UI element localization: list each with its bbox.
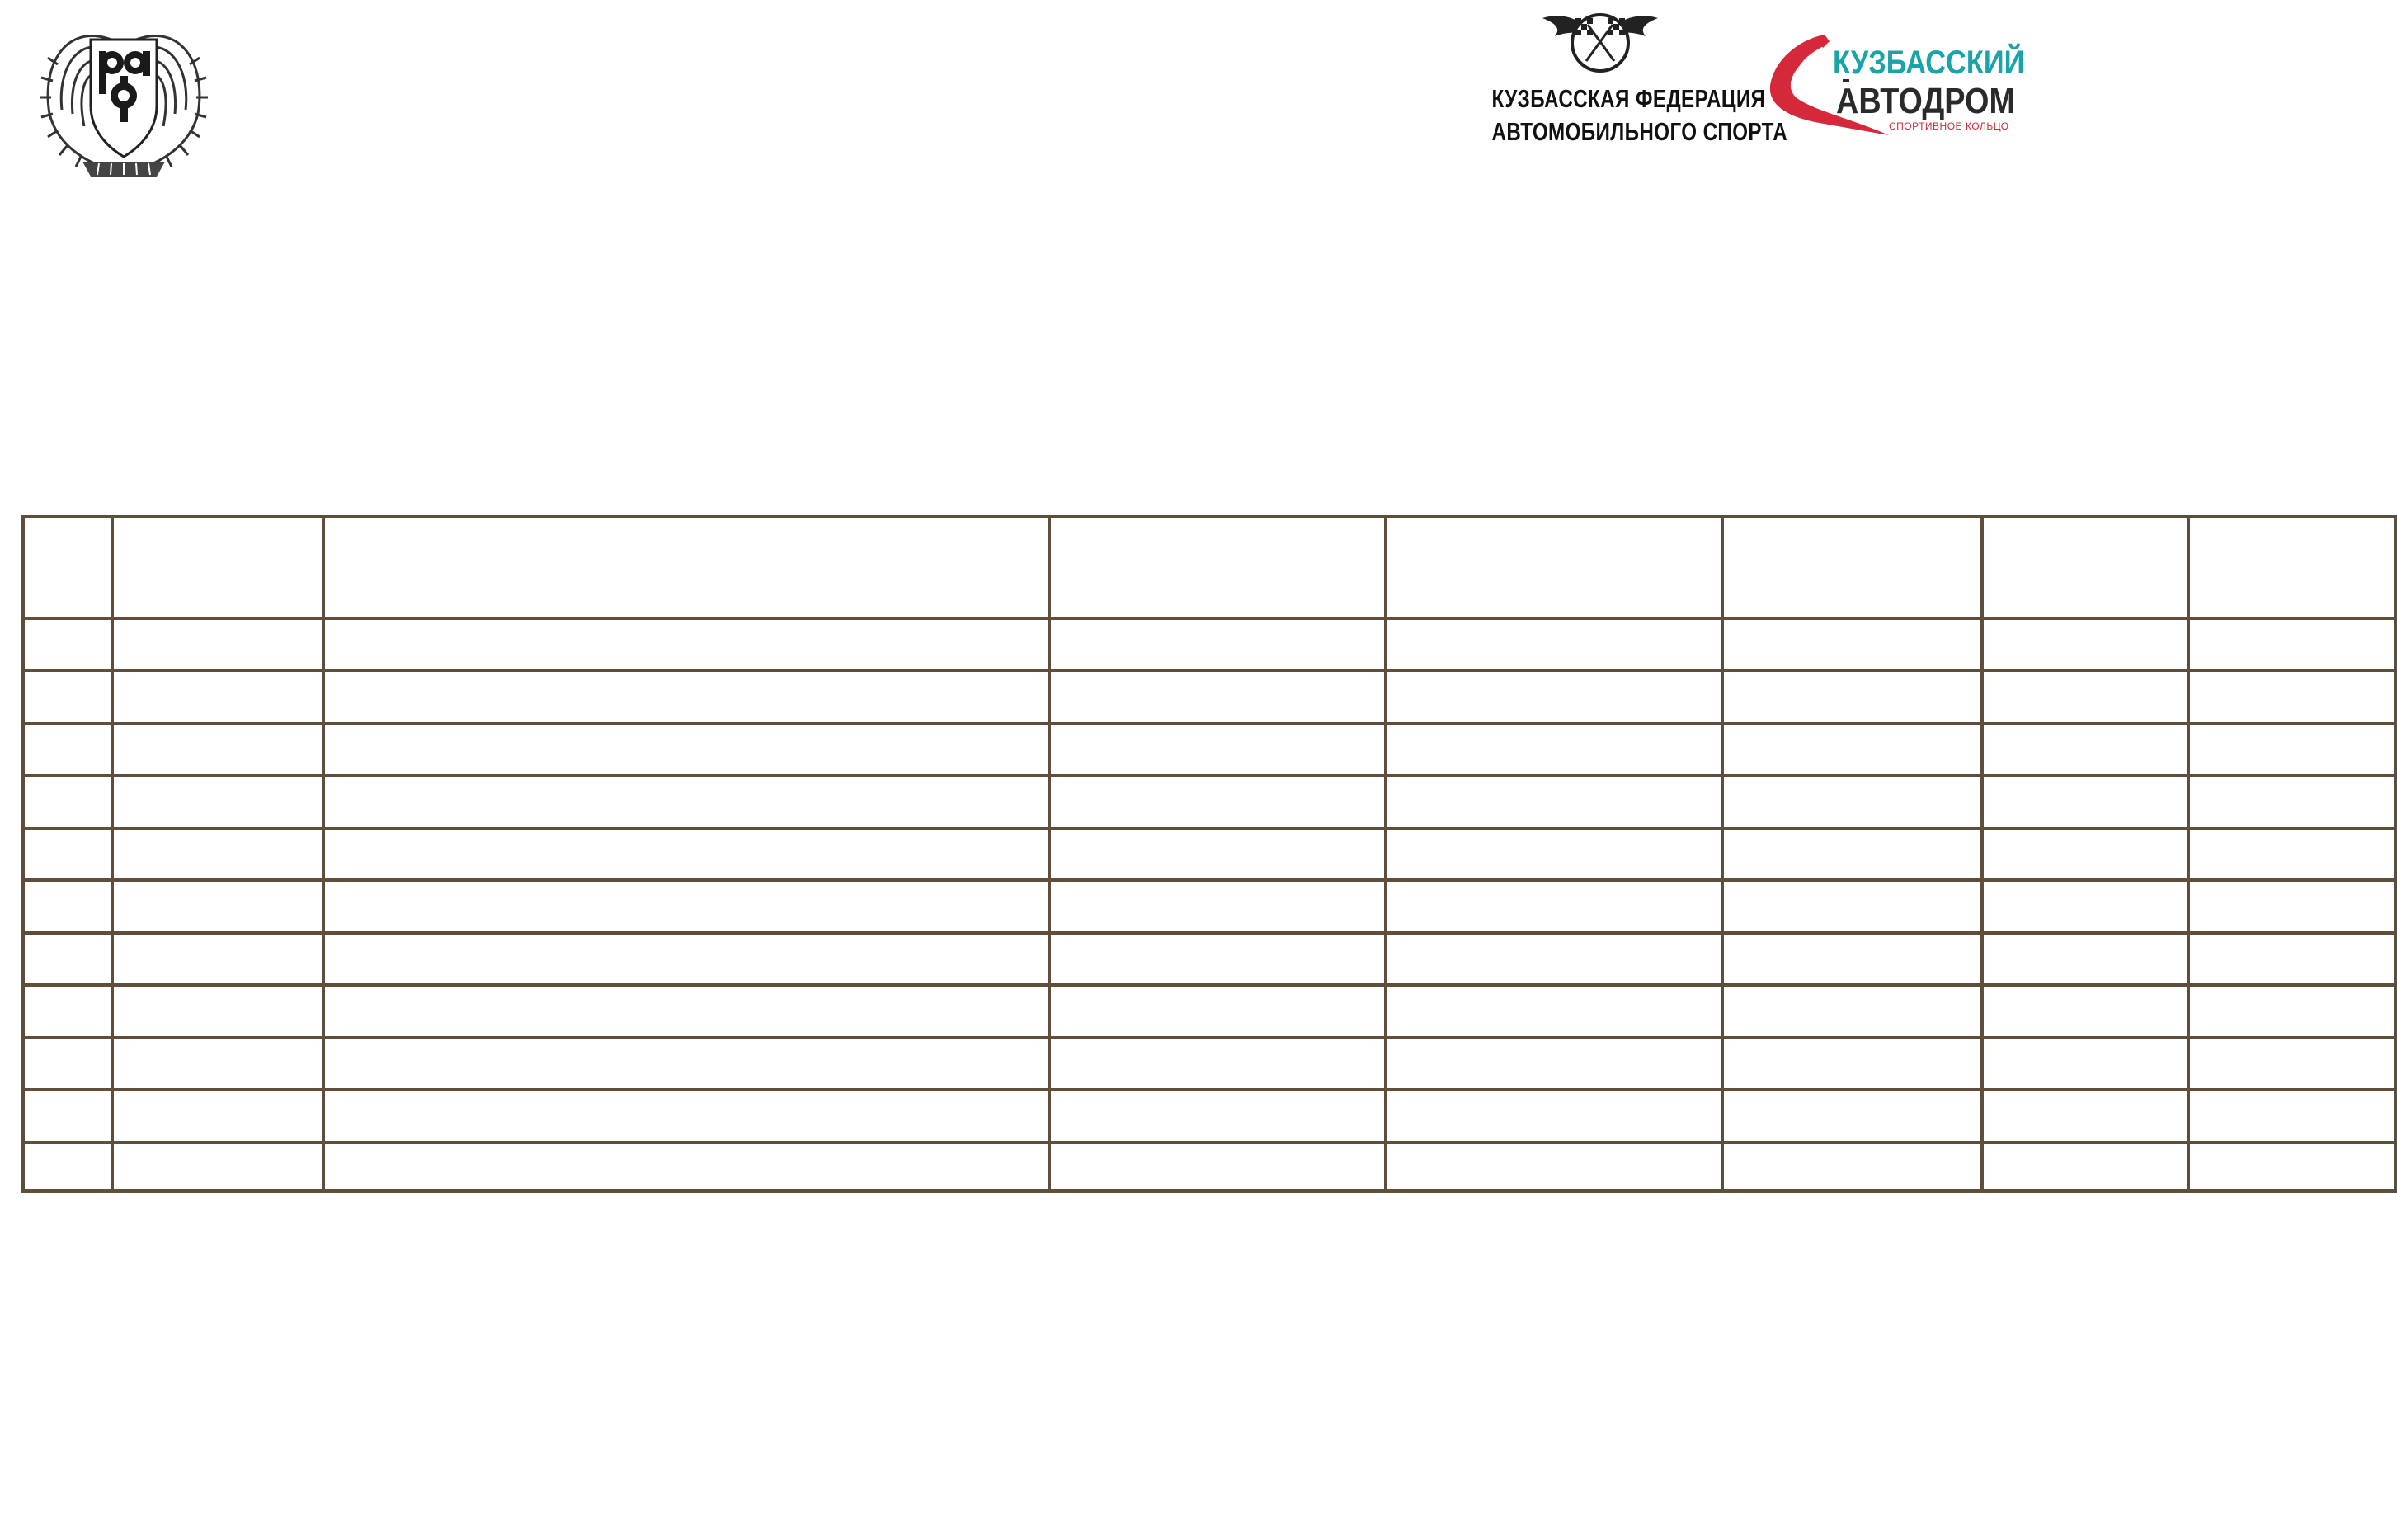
table-cell [1722,1038,1982,1090]
kfas-name-line2: АВТОМОБИЛЬНОГО СПОРТА [1491,117,1788,146]
table-cell [23,828,112,880]
table-cell [1049,775,1386,827]
header-cell [2188,516,2395,619]
table-cell [1049,828,1386,880]
table-cell [2188,828,2395,880]
table-cell [1982,828,2188,880]
table-cell [1049,1038,1386,1090]
table-cell [1386,619,1722,671]
table-cell [2188,1038,2395,1090]
table-row [23,880,2395,932]
table-cell [112,775,323,827]
table-cell [1049,619,1386,671]
table-cell [323,828,1049,880]
table-cell [23,985,112,1037]
header-cell [112,516,323,619]
table-cell [2188,1090,2395,1142]
table-cell [323,1090,1049,1142]
table-cell [1049,1142,1386,1191]
table-cell [112,619,323,671]
table-cell [112,1142,323,1191]
table-cell [112,828,323,880]
header-cell [23,516,112,619]
table-cell [1386,880,1722,932]
table-cell [323,723,1049,775]
table-cell [2188,775,2395,827]
table-cell [1722,1142,1982,1191]
kuzbass-autodrom-line3: СПОРТИВНОЕ КОЛЬЦО [1889,120,2009,132]
table-header-row [23,516,2395,619]
table-cell [323,619,1049,671]
table-cell [1386,723,1722,775]
table-cell [1982,880,2188,932]
table-cell [112,1038,323,1090]
kuzbass-autodrom-line1: КУЗБАССКИЙ [1833,45,2025,81]
table-row [23,1142,2395,1191]
table-cell [23,1038,112,1090]
table-row [23,933,2395,985]
table-cell [1722,671,1982,723]
table-cell [2188,933,2395,985]
table-cell [323,1038,1049,1090]
table-cell [1722,775,1982,827]
table-cell [23,1142,112,1191]
table-cell [1722,828,1982,880]
table-cell [2188,671,2395,723]
table-cell [1722,723,1982,775]
table-cell [1982,1090,2188,1142]
raaf-emblem-icon [33,15,214,180]
header-cell [323,516,1049,619]
table-body [23,619,2395,1191]
table-cell [1049,985,1386,1037]
table-cell [2188,723,2395,775]
table-row [23,985,2395,1037]
table-cell [2188,1142,2395,1191]
table-cell [1386,775,1722,827]
table-cell [1386,985,1722,1037]
raaf-logo [33,15,214,180]
table-cell [1049,880,1386,932]
kuzbass-autodrom-line2: АВТОДРОМ [1836,81,2015,121]
table-cell [323,671,1049,723]
table-cell [1982,619,2188,671]
table-cell [323,775,1049,827]
header-cell [1982,516,2188,619]
table-cell [23,880,112,932]
table-cell [323,985,1049,1037]
table-row [23,1038,2395,1090]
kfas-logo [1460,3,1788,152]
checkered-flag-wings-icon [1538,3,1662,79]
table-row [23,671,2395,723]
table-cell [1049,1090,1386,1142]
table-cell [1982,1038,2188,1090]
table-cell [112,933,323,985]
table-cell [23,1090,112,1142]
table-cell [1982,933,2188,985]
table-cell [2188,619,2395,671]
table-cell [112,671,323,723]
kfas-name-line1: КУЗБАССКАЯ ФЕДЕРАЦИЯ [1491,84,1766,113]
table-cell [1722,880,1982,932]
table-cell [323,1142,1049,1191]
table-cell [1049,671,1386,723]
table-cell [112,723,323,775]
results-table [21,515,2397,1193]
table-row [23,619,2395,671]
table-cell [1722,619,1982,671]
table-cell [23,671,112,723]
table-row [23,775,2395,827]
table-cell [23,933,112,985]
table-cell [1722,985,1982,1037]
table-row [23,1090,2395,1142]
table-cell [23,775,112,827]
table-cell [1049,723,1386,775]
table-cell [1386,933,1722,985]
table-cell [1722,1090,1982,1142]
table-row [23,723,2395,775]
table-cell [1049,933,1386,985]
kuzbass-autodrom-logo [1765,28,2025,144]
table-row [23,828,2395,880]
table-cell [1386,671,1722,723]
table-cell [2188,880,2395,932]
table-cell [23,619,112,671]
table-cell [112,1090,323,1142]
header-cell [1386,516,1722,619]
table-cell [323,880,1049,932]
table-cell [1386,1090,1722,1142]
table-cell [1982,775,2188,827]
table-cell [1982,1142,2188,1191]
header-cell [1722,516,1982,619]
table-cell [323,933,1049,985]
table-cell [2188,985,2395,1037]
table-cell [23,723,112,775]
table-cell [1982,723,2188,775]
header-cell [1049,516,1386,619]
table-cell [1982,985,2188,1037]
table-cell [1722,933,1982,985]
table-cell [1982,671,2188,723]
table-cell [1386,828,1722,880]
table-cell [1386,1142,1722,1191]
table-cell [112,880,323,932]
table-cell [1386,1038,1722,1090]
table-cell [112,985,323,1037]
